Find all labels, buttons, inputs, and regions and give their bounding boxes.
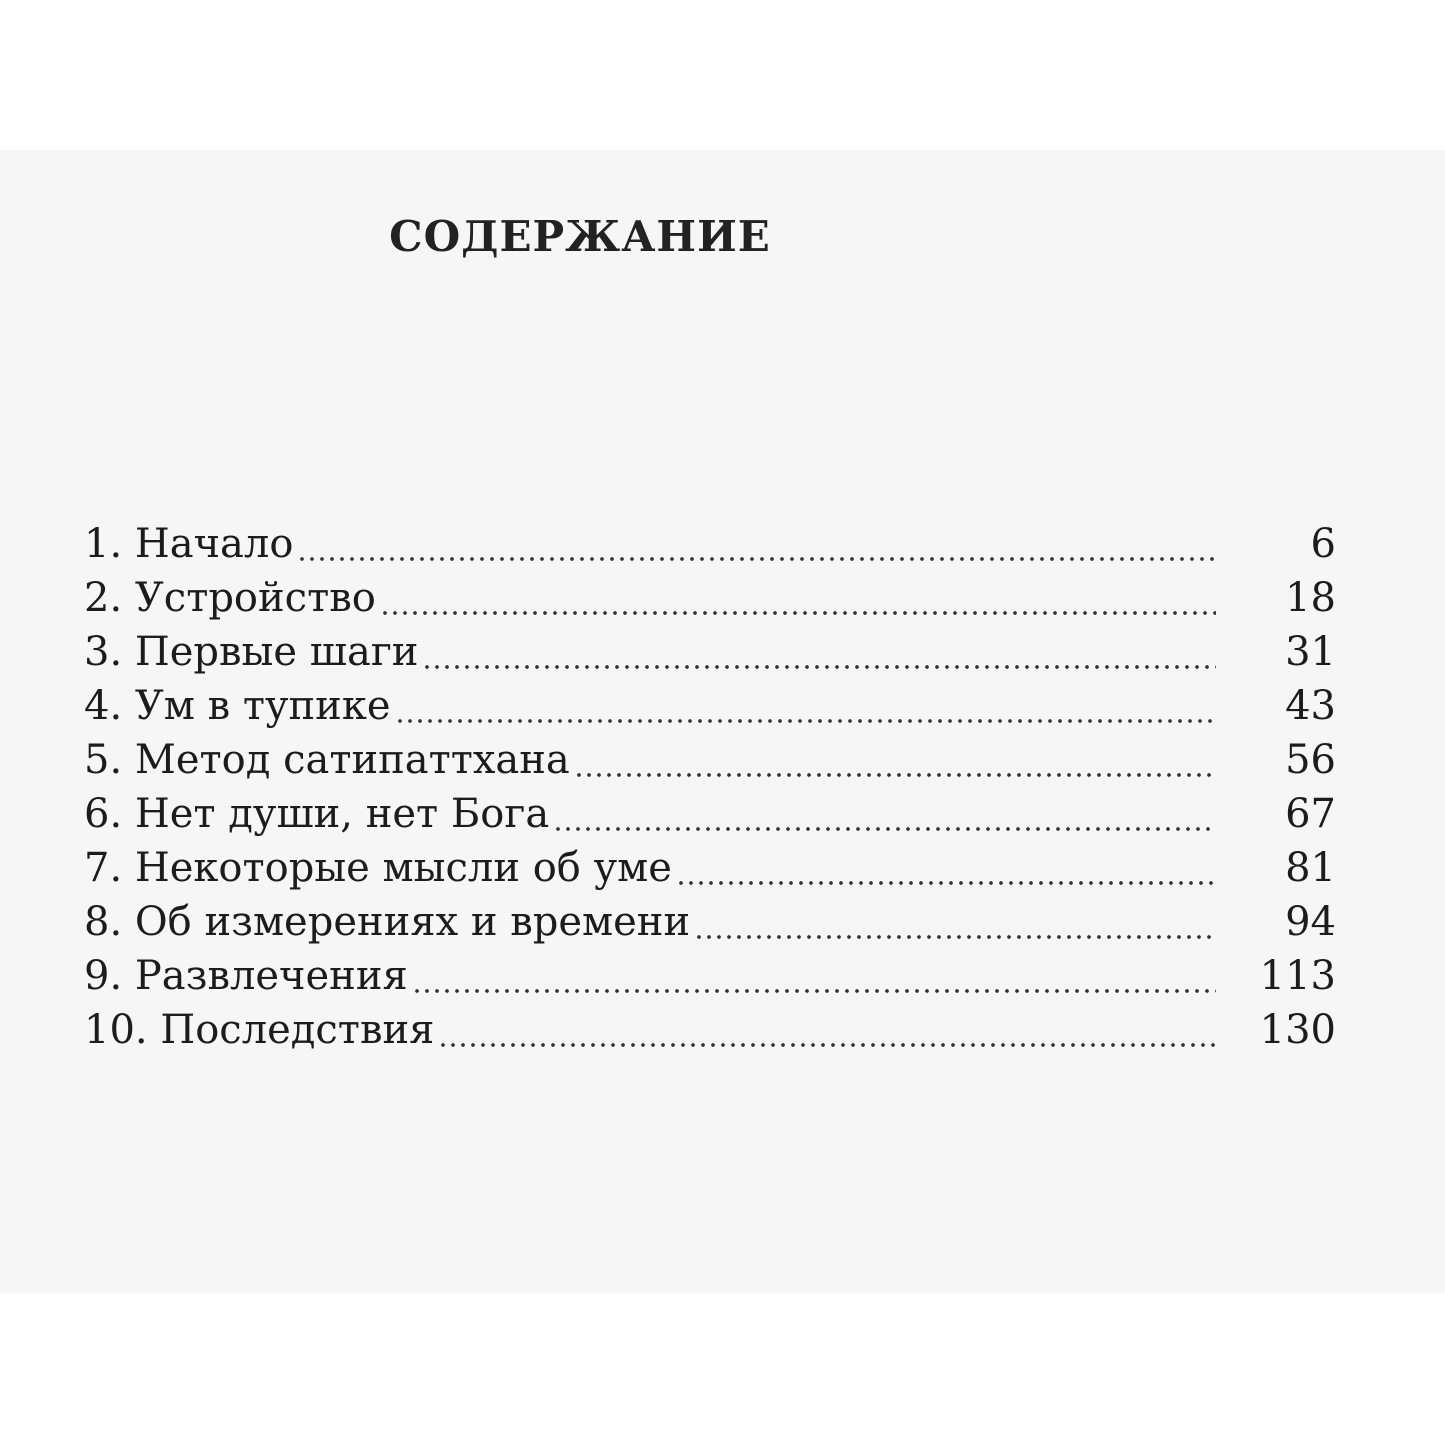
toc-entry-page: 43 [1285,683,1336,729]
toc-entry-page: 18 [1285,575,1336,621]
toc-entry-title: 3. Первые шаги [84,629,419,675]
dot-leader [412,987,1216,995]
dot-leader [676,879,1216,887]
toc-entry-page: 6 [1310,521,1336,567]
dot-leader [438,1041,1216,1049]
toc-entry [84,841,1336,895]
table-of-contents [84,517,1336,1057]
toc-entry-page: 113 [1259,953,1336,999]
toc-entry [84,949,1336,1003]
toc-entry-page: 56 [1285,737,1336,783]
toc-entry-title: 8. Об измерениях и времени [84,899,691,945]
toc-entry-title: 4. Ум в тупике [84,683,391,729]
dot-leader [297,555,1216,563]
toc-entry [84,571,1336,625]
toc-entry [84,787,1336,841]
toc-entry [84,1003,1336,1057]
toc-entry-title: 9. Развлечения [84,953,408,999]
dot-leader [395,717,1216,725]
toc-entry-title: 1. Начало [84,521,294,567]
toc-entry [84,733,1336,787]
toc-entry-title: 10. Последствия [84,1007,435,1053]
toc-entry-title: 7. Некоторые мысли об уме [84,845,672,891]
toc-entry [84,625,1336,679]
toc-entry-page: 31 [1285,629,1336,675]
toc-entry [84,679,1336,733]
toc-entry [84,517,1336,571]
book-page [0,150,1445,1293]
toc-entry-page: 67 [1285,791,1336,837]
toc-entry-title: 2. Устройство [84,575,376,621]
dot-leader [380,609,1216,617]
toc-entry-page: 130 [1259,1007,1336,1053]
dot-leader [694,933,1216,941]
dot-leader [422,663,1216,671]
toc-entry-title: 5. Метод сатипаттхана [84,737,570,783]
toc-entry [84,895,1336,949]
toc-entry-page: 81 [1285,845,1336,891]
toc-entry-title: 6. Нет души, нет Бога [84,791,550,837]
contents-title: СОДЕРЖАНИЕ [389,212,771,261]
toc-entry-page: 94 [1285,899,1336,945]
dot-leader [574,771,1216,779]
dot-leader [553,825,1216,833]
